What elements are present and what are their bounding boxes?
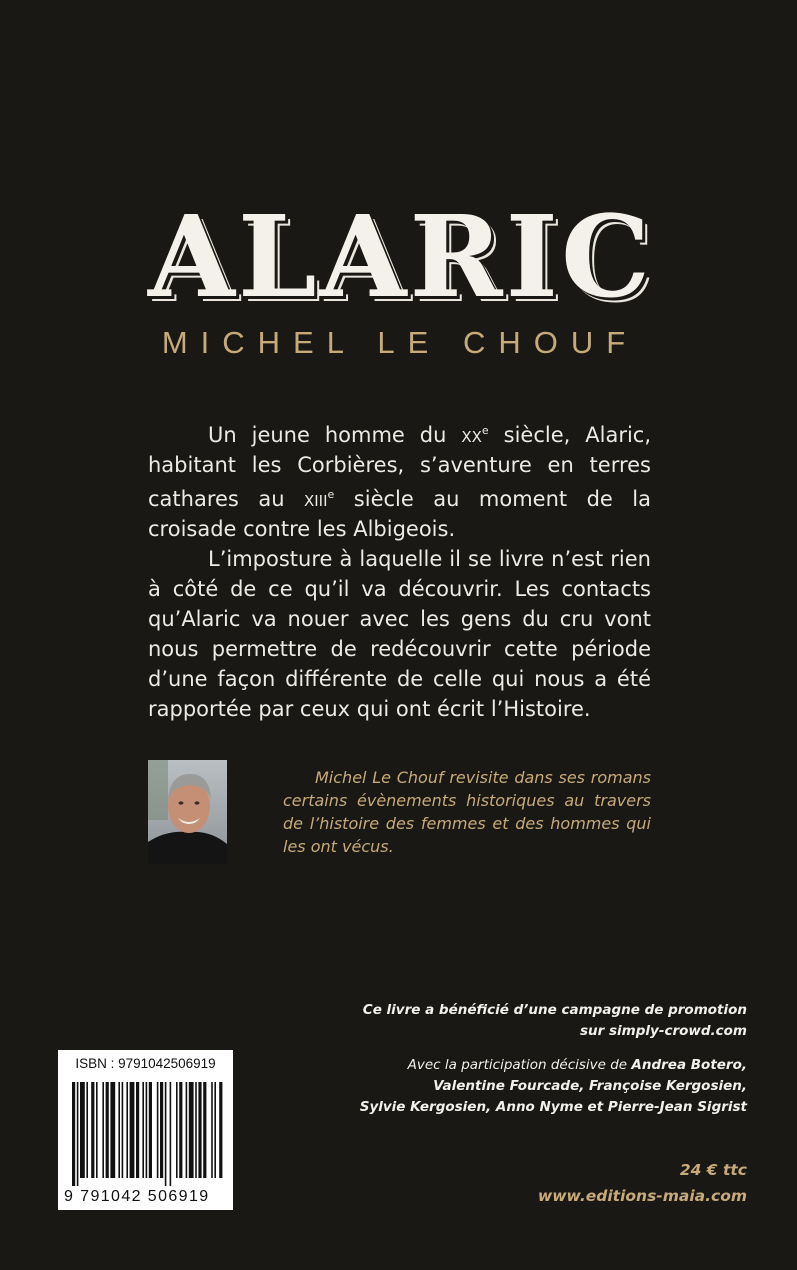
barcode-bar	[146, 1082, 148, 1178]
barcode-bar	[214, 1082, 216, 1178]
barcode-bar	[118, 1082, 120, 1178]
synopsis	[148, 416, 651, 724]
barcode-bar	[77, 1082, 79, 1186]
barcode-bar	[96, 1082, 98, 1178]
barcode-bar	[80, 1082, 85, 1178]
price-block	[427, 1157, 747, 1209]
barcode-bar	[165, 1082, 167, 1186]
barcode-bar	[157, 1082, 159, 1178]
barcode-bar	[106, 1082, 109, 1178]
barcode-bar	[179, 1082, 182, 1178]
author-name: MICHEL LE CHOUF	[161, 325, 639, 360]
barcode-bar	[219, 1082, 222, 1178]
barcode-bar	[86, 1082, 88, 1178]
barcode-bar	[110, 1082, 115, 1178]
publisher-website: www.editions-maia.com	[537, 1187, 747, 1205]
barcode-bar	[102, 1082, 104, 1178]
synopsis-text: siècle au moment de la croisade contre les Albigeois.	[148, 487, 652, 541]
barcode-bar	[130, 1082, 135, 1178]
barcode-bar	[198, 1082, 201, 1178]
barcode-bar	[189, 1082, 194, 1178]
barcode-bar	[176, 1082, 178, 1178]
century-suffix: e	[481, 424, 489, 437]
barcode-bar	[136, 1082, 139, 1178]
barcode-bar	[91, 1082, 94, 1178]
century-numeral: xiii	[303, 487, 328, 511]
isbn-label: ISBN : 9791042506919	[75, 1056, 216, 1071]
author-portrait-image	[148, 760, 227, 864]
barcode-bar	[126, 1082, 128, 1178]
author-photo	[148, 760, 227, 864]
barcode-bar	[203, 1082, 206, 1178]
author-bio	[283, 766, 651, 858]
synopsis-text: Un jeune homme du	[208, 423, 462, 447]
book-title: ALARIC	[148, 192, 654, 323]
barcode-bar	[170, 1082, 172, 1186]
barcode-bars	[58, 1078, 233, 1186]
synopsis-text: siècle, Alaric, habitant les Corbières, s’aventure en terres cathares au	[148, 423, 652, 511]
barcode-bar	[149, 1082, 152, 1178]
contributor-names: Sylvie Kergosien, Anno Nyme et Pierre-Jean Sigrist	[359, 1099, 747, 1115]
promo-spacer	[327, 1042, 747, 1055]
promotion-notice	[327, 1000, 747, 1118]
barcode-bar	[195, 1082, 197, 1178]
contributor-names: Valentine Fourcade, Françoise Kergosien,	[433, 1078, 747, 1094]
barcode-digits: 9 791042 506919	[64, 1188, 210, 1205]
promo-line: sur simply-crowd.com	[580, 1023, 747, 1039]
synopsis-paragraph-1	[148, 416, 651, 544]
barcode-bar	[142, 1082, 144, 1178]
contributor-name: Andrea Botero,	[631, 1057, 747, 1073]
synopsis-paragraph-2: L’imposture à laquelle il se livre n’est rien à côté de ce qu’il va découvrir. Les contacts qu’Alaric va nouer avec les gens du cru vont nous permettre de redécouvrir cette période d’une façon différente de celle qui nous a été rapportée par ceux qui ont écrit l’Histoire.	[148, 547, 651, 721]
barcode-bar	[72, 1082, 75, 1186]
author-bio-text: Michel Le Chouf revisite dans ses romans certains évènements historiques au travers de l’histoire des femmes et des hommes qui les ont vécus.	[283, 768, 651, 856]
promo-line: Ce livre a bénéficié d’une campagne de promotion	[362, 1002, 747, 1018]
barcode-bar	[122, 1082, 124, 1178]
contributors-line	[327, 1055, 747, 1076]
barcode-bar	[211, 1082, 213, 1178]
price: 24 € ttc	[679, 1161, 747, 1179]
century-suffix: e	[327, 488, 335, 501]
contributors-intro: Avec la participation décisive de	[407, 1057, 632, 1073]
century-numeral: xx	[461, 423, 482, 447]
barcode-bar	[160, 1082, 163, 1178]
isbn-barcode	[58, 1050, 233, 1210]
barcode-bar	[186, 1082, 188, 1178]
